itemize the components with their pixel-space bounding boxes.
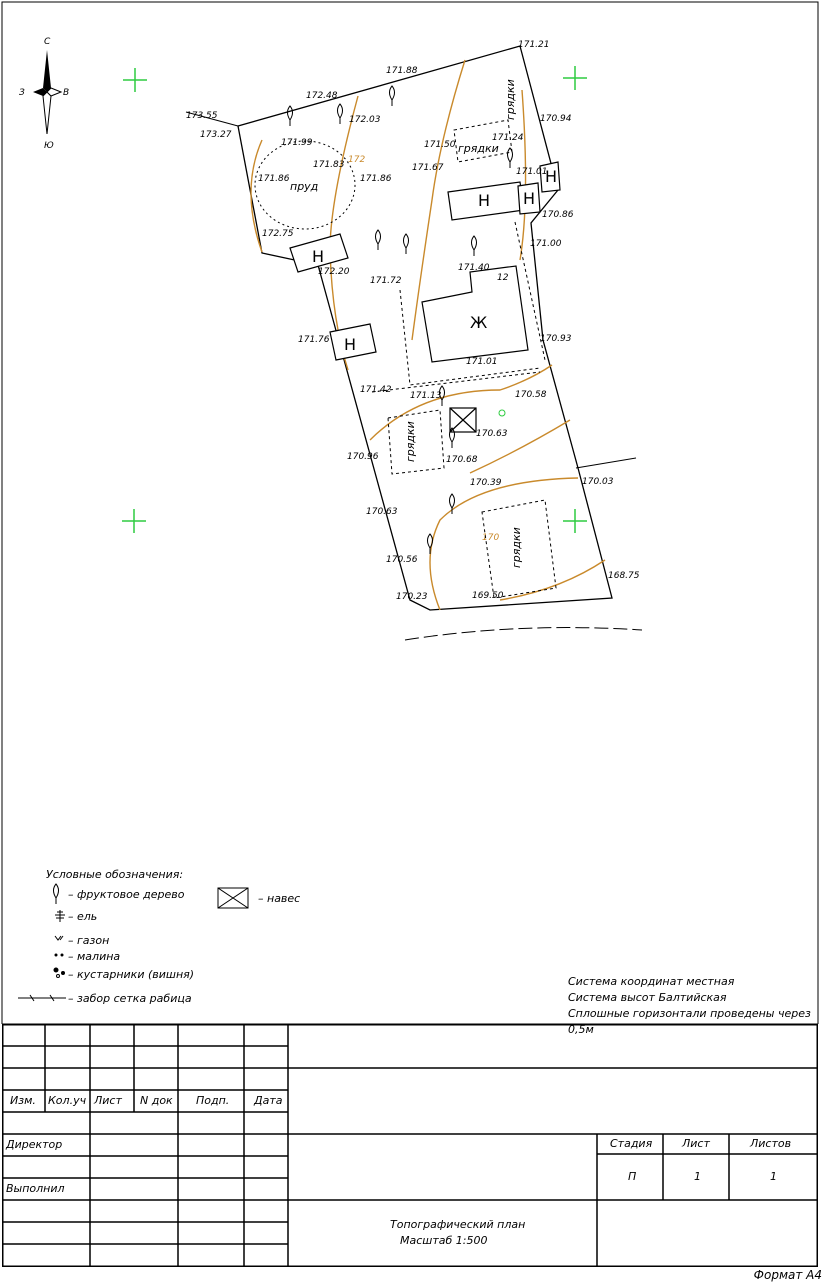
- elev-31: 170.39: [470, 478, 502, 488]
- elev-5: 173.27: [200, 130, 232, 140]
- outbuilding-label-5: Н: [344, 335, 357, 354]
- elev-9: 171.86: [258, 174, 290, 184]
- pond-label: пруд: [290, 180, 319, 193]
- raspberry-icon: [55, 954, 57, 956]
- compass-west: З: [19, 88, 25, 98]
- legend-canopy: – навес: [258, 892, 301, 905]
- note-coords: Система координат местная: [568, 975, 735, 988]
- elev-1: 171.21: [518, 40, 550, 50]
- fruit-tree-icon: [54, 884, 59, 904]
- elev-34: 170.56: [386, 555, 418, 565]
- outbuilding-label-3: Н: [523, 189, 536, 208]
- elev-24: 171.01: [466, 357, 498, 367]
- shrubs-icon: [54, 968, 58, 972]
- legend-fruit-tree: – фруктовое дерево: [68, 888, 185, 901]
- survey-point: [499, 410, 505, 416]
- house-label: Ж: [470, 313, 488, 332]
- elev-25: 171.42: [360, 385, 392, 395]
- contour-label-172: 172: [348, 155, 366, 165]
- stamp-ndok: N док: [140, 1094, 173, 1107]
- beds-label-4: грядки: [504, 79, 517, 120]
- elev-20: 171.72: [370, 276, 402, 286]
- legend-spruce: – ель: [68, 910, 98, 923]
- plot-boundary: [238, 46, 612, 610]
- stamp-title: Топографический план: [390, 1218, 526, 1231]
- legend-shrubs: – кустарники (вишня): [68, 968, 195, 981]
- compass-north: С: [44, 37, 51, 47]
- note-contours: Сплошные горизонтали проведены через 0,5м: [568, 1007, 811, 1036]
- outbuilding-label-4: Н: [545, 167, 558, 186]
- elev-13: 171.24: [492, 133, 524, 143]
- stamp-director: Директор: [6, 1138, 63, 1151]
- stamp-podp: Подп.: [196, 1094, 230, 1107]
- elev-14: 170.94: [540, 114, 572, 124]
- elev-30: 170.68: [446, 455, 478, 465]
- stamp-stadia: Стадия: [610, 1137, 653, 1150]
- elev-15: 171.01: [516, 167, 548, 177]
- stamp-data: Дата: [254, 1094, 283, 1107]
- stamp-listov: Листов: [750, 1137, 792, 1150]
- beds-label-1: грядки: [458, 142, 499, 155]
- stamp-list2: Лист: [682, 1137, 710, 1150]
- compass-east: В: [63, 88, 70, 98]
- lawn-icon: [55, 936, 63, 940]
- compass-icon: [19, 37, 69, 151]
- elev-36: 170.23: [396, 592, 428, 602]
- elev-26: 171.13: [410, 391, 442, 401]
- title-block: [2, 1024, 818, 1267]
- elev-22: 171.76: [298, 335, 330, 345]
- stamp-kol: Кол.уч: [48, 1094, 87, 1107]
- elev-6: 172.03: [349, 115, 381, 125]
- compass-south: Ю: [44, 141, 54, 151]
- outbuilding-label-1: Н: [312, 247, 325, 266]
- elev-3: 172.48: [306, 91, 338, 101]
- stamp-list-value: 1: [694, 1170, 701, 1183]
- stamp-izm: Изм.: [10, 1094, 36, 1107]
- elev-21: 171.40: [458, 263, 490, 273]
- beds-label-3: грядки: [510, 527, 523, 568]
- elev-17: 171.00: [530, 239, 562, 249]
- elev-29: 170.96: [347, 452, 379, 462]
- elev-18: 172.75: [262, 229, 294, 239]
- legend-icons: [18, 884, 248, 1001]
- elev-12: 171.67: [412, 163, 444, 173]
- stamp-scale: Масштаб 1:500: [400, 1234, 488, 1247]
- elev-37: 169.50: [472, 591, 504, 601]
- elev-16: 170.86: [542, 210, 574, 220]
- elev-11: 171.50: [424, 140, 456, 150]
- elev-8: 171.83: [313, 160, 345, 170]
- beds-label-2: грядки: [404, 421, 417, 462]
- elev-28: 170.63: [476, 429, 508, 439]
- elev-27: 170.58: [515, 390, 547, 400]
- sheet-format: Формат А4: [753, 1268, 822, 1282]
- spruce-icon: [55, 910, 65, 922]
- elevations: [186, 40, 640, 602]
- house-floors: 12: [497, 273, 509, 283]
- legend-title: Условные обозначения:: [46, 868, 184, 881]
- stamp-listov-value: 1: [770, 1170, 777, 1183]
- elev-33: 170.63: [366, 507, 398, 517]
- stamp-vypolnil: Выполнил: [6, 1182, 65, 1195]
- elev-2: 171.88: [386, 66, 418, 76]
- elev-23: 170.93: [540, 334, 572, 344]
- fence-icon: [18, 995, 66, 1001]
- note-heights: Система высот Балтийская: [568, 991, 727, 1004]
- elev-7: 171.99: [281, 138, 313, 148]
- stamp-list: Лист: [94, 1094, 122, 1107]
- elev-19: 172.20: [318, 267, 350, 277]
- legend-raspberry: – малина: [68, 950, 121, 963]
- contour-label-170: 170: [482, 533, 500, 543]
- elev-32: 170.03: [582, 477, 614, 487]
- outbuilding-label-2: Н: [478, 191, 491, 210]
- elev-35: 168.75: [608, 571, 640, 581]
- stamp-stadia-value: П: [628, 1170, 637, 1183]
- elev-4: 173.55: [186, 111, 218, 121]
- legend-lawn: – газон: [68, 934, 110, 947]
- elev-10: 171.86: [360, 174, 392, 184]
- legend-fence: – забор сетка рабица: [68, 992, 192, 1005]
- road-edge: [405, 628, 642, 640]
